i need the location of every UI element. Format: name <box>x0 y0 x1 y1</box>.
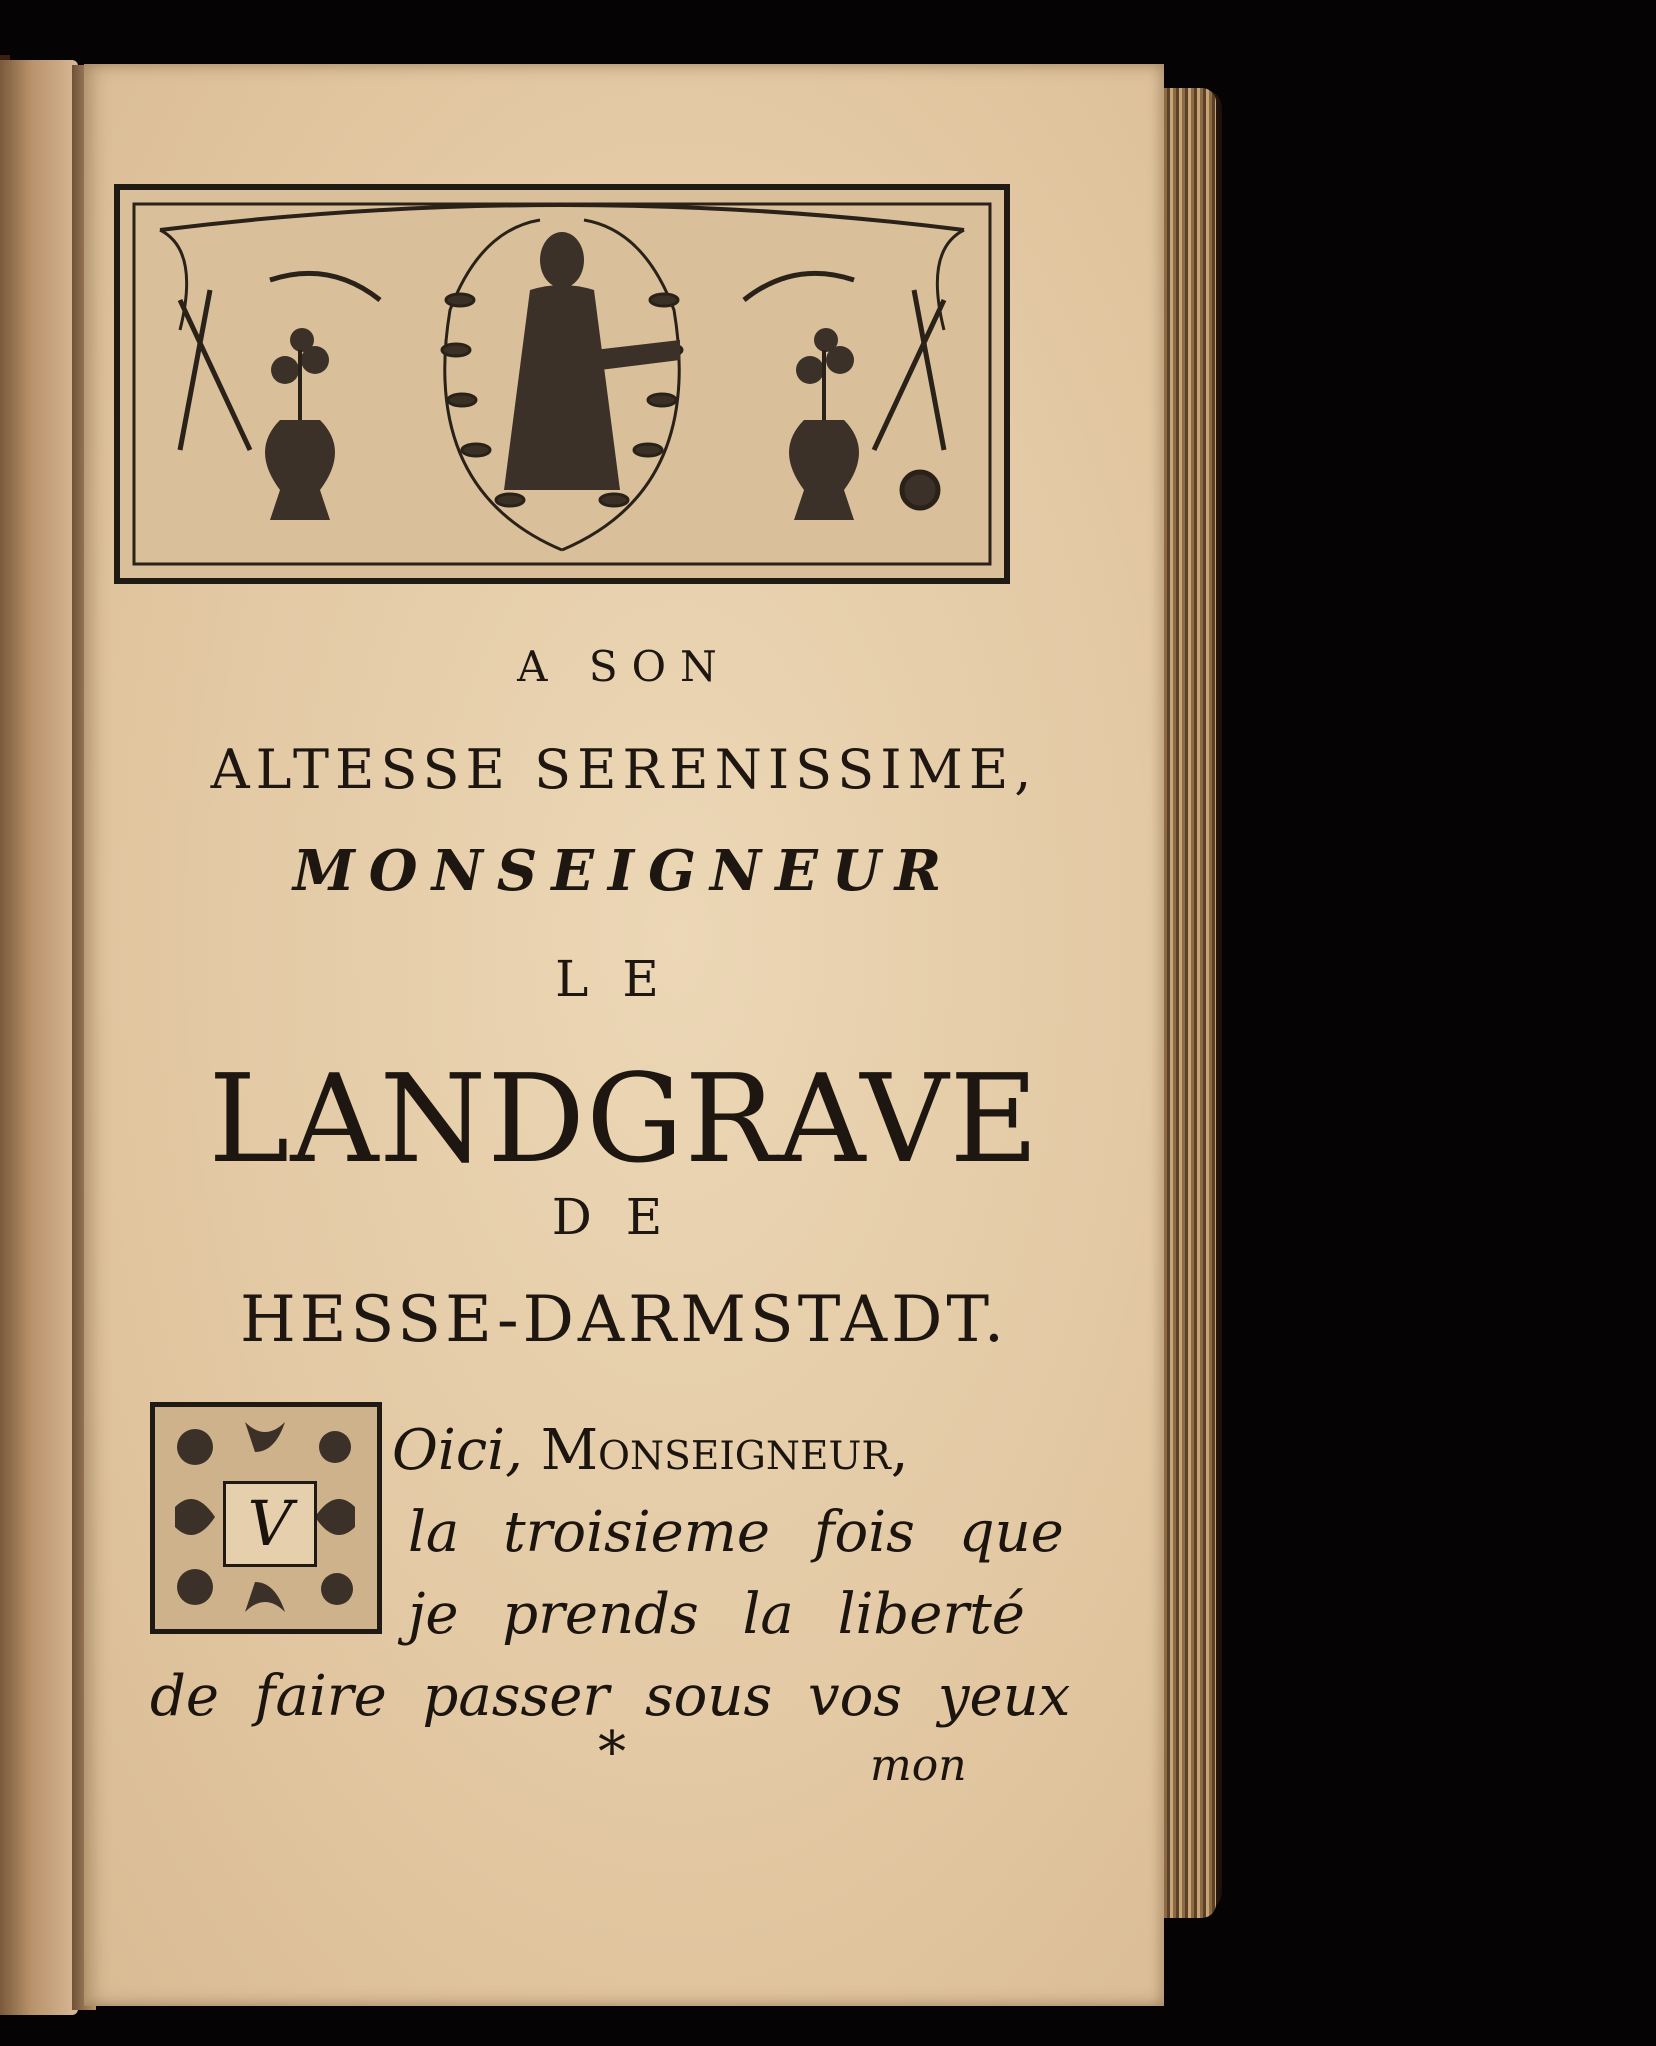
left-urn <box>265 328 335 520</box>
left-page-edge <box>0 60 78 2015</box>
headpiece-illustration <box>120 190 1004 578</box>
dedication-line-monseigneur: MONSEIGNEUR <box>292 838 956 904</box>
text-line-3: je prends la liberté <box>408 1582 1025 1647</box>
dedication-line-le: LE <box>555 950 693 1008</box>
signature-mark: * <box>598 1720 626 1785</box>
text-line-1-rest: Monseigneur, <box>540 1418 909 1483</box>
right-urn <box>789 328 859 520</box>
dedication-line-hesse-darmstadt: HESSE-DARMSTADT. <box>239 1283 1009 1357</box>
catchword: mon <box>870 1740 967 1791</box>
initial-letter: V <box>223 1481 317 1567</box>
text-line-1-italic: Oici, <box>392 1418 523 1483</box>
dedication-line-altesse: ALTESSE SERENISSIME, <box>210 738 1038 801</box>
text-line-2: la troisieme fois que <box>408 1500 1064 1565</box>
ornamental-initial <box>150 1402 382 1634</box>
dedication-line-a-son: A SON <box>517 642 731 691</box>
dedication-line-de: DE <box>551 1188 697 1246</box>
dedication-line-landgrave: LANDGRAVE <box>208 1048 1040 1190</box>
engraved-headpiece <box>114 184 1010 584</box>
text-line-1 <box>392 1418 909 1483</box>
text-line-4: de faire passer sous vos yeux <box>150 1664 1071 1729</box>
